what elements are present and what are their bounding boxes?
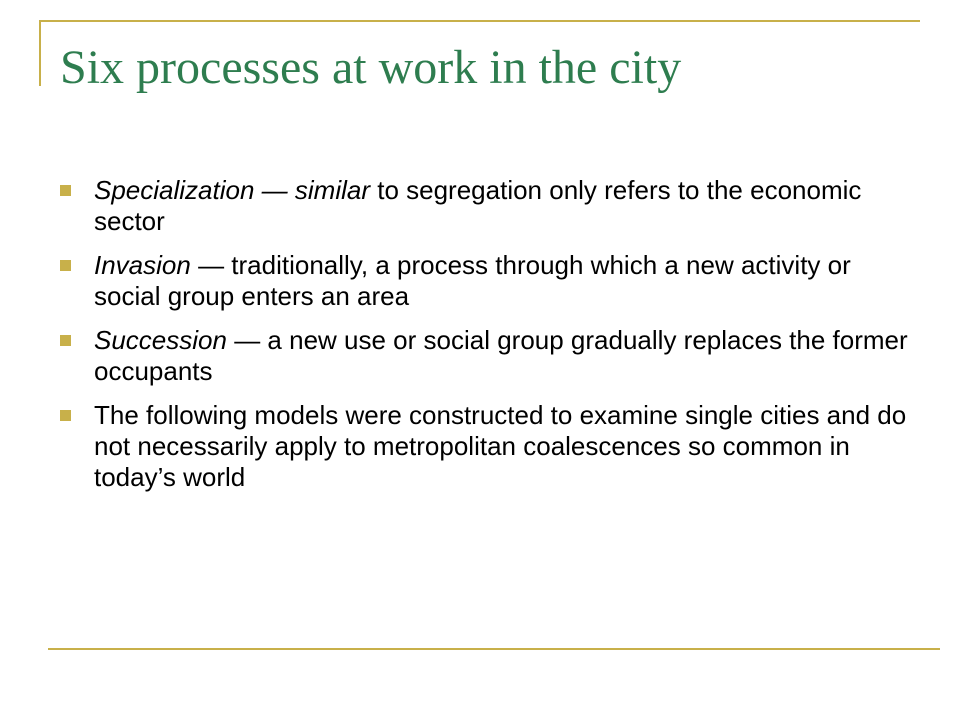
bullet-dash: — [190, 250, 232, 280]
bottom-border-line [48, 648, 940, 650]
square-bullet-icon [60, 335, 71, 346]
square-bullet-icon [60, 260, 71, 271]
bullet-term: Invasion [94, 250, 191, 280]
bullet-item-specialization [60, 175, 920, 237]
bullet-item-invasion [60, 250, 920, 312]
bullet-item-succession [60, 325, 920, 387]
square-bullet-icon [60, 185, 71, 196]
bullet-term: Succession [94, 325, 227, 355]
top-border-line [39, 20, 920, 22]
bullet-term-secondary: similar [294, 175, 370, 205]
slide-title: Six processes at work in the city [60, 41, 682, 94]
bullet-text: The following models were constructed to examine single cities and do not necessarily apply to metropolitan coalescences so common in today’s world [94, 400, 907, 492]
square-bullet-icon [60, 410, 71, 421]
bullet-text: traditionally, a process through which a new activity or social group enters an area [94, 250, 851, 311]
bullet-dash: — [226, 325, 268, 355]
bullet-text: a new use or social group gradually replaces the former occupants [94, 325, 908, 386]
bullet-dash: — [254, 175, 295, 205]
left-border-line [39, 20, 41, 86]
bullet-item-models [60, 400, 920, 493]
bullet-list [60, 175, 920, 506]
bullet-text: to segregation only refers to the economic sector [94, 175, 862, 236]
bullet-term: Specialization [94, 175, 255, 205]
